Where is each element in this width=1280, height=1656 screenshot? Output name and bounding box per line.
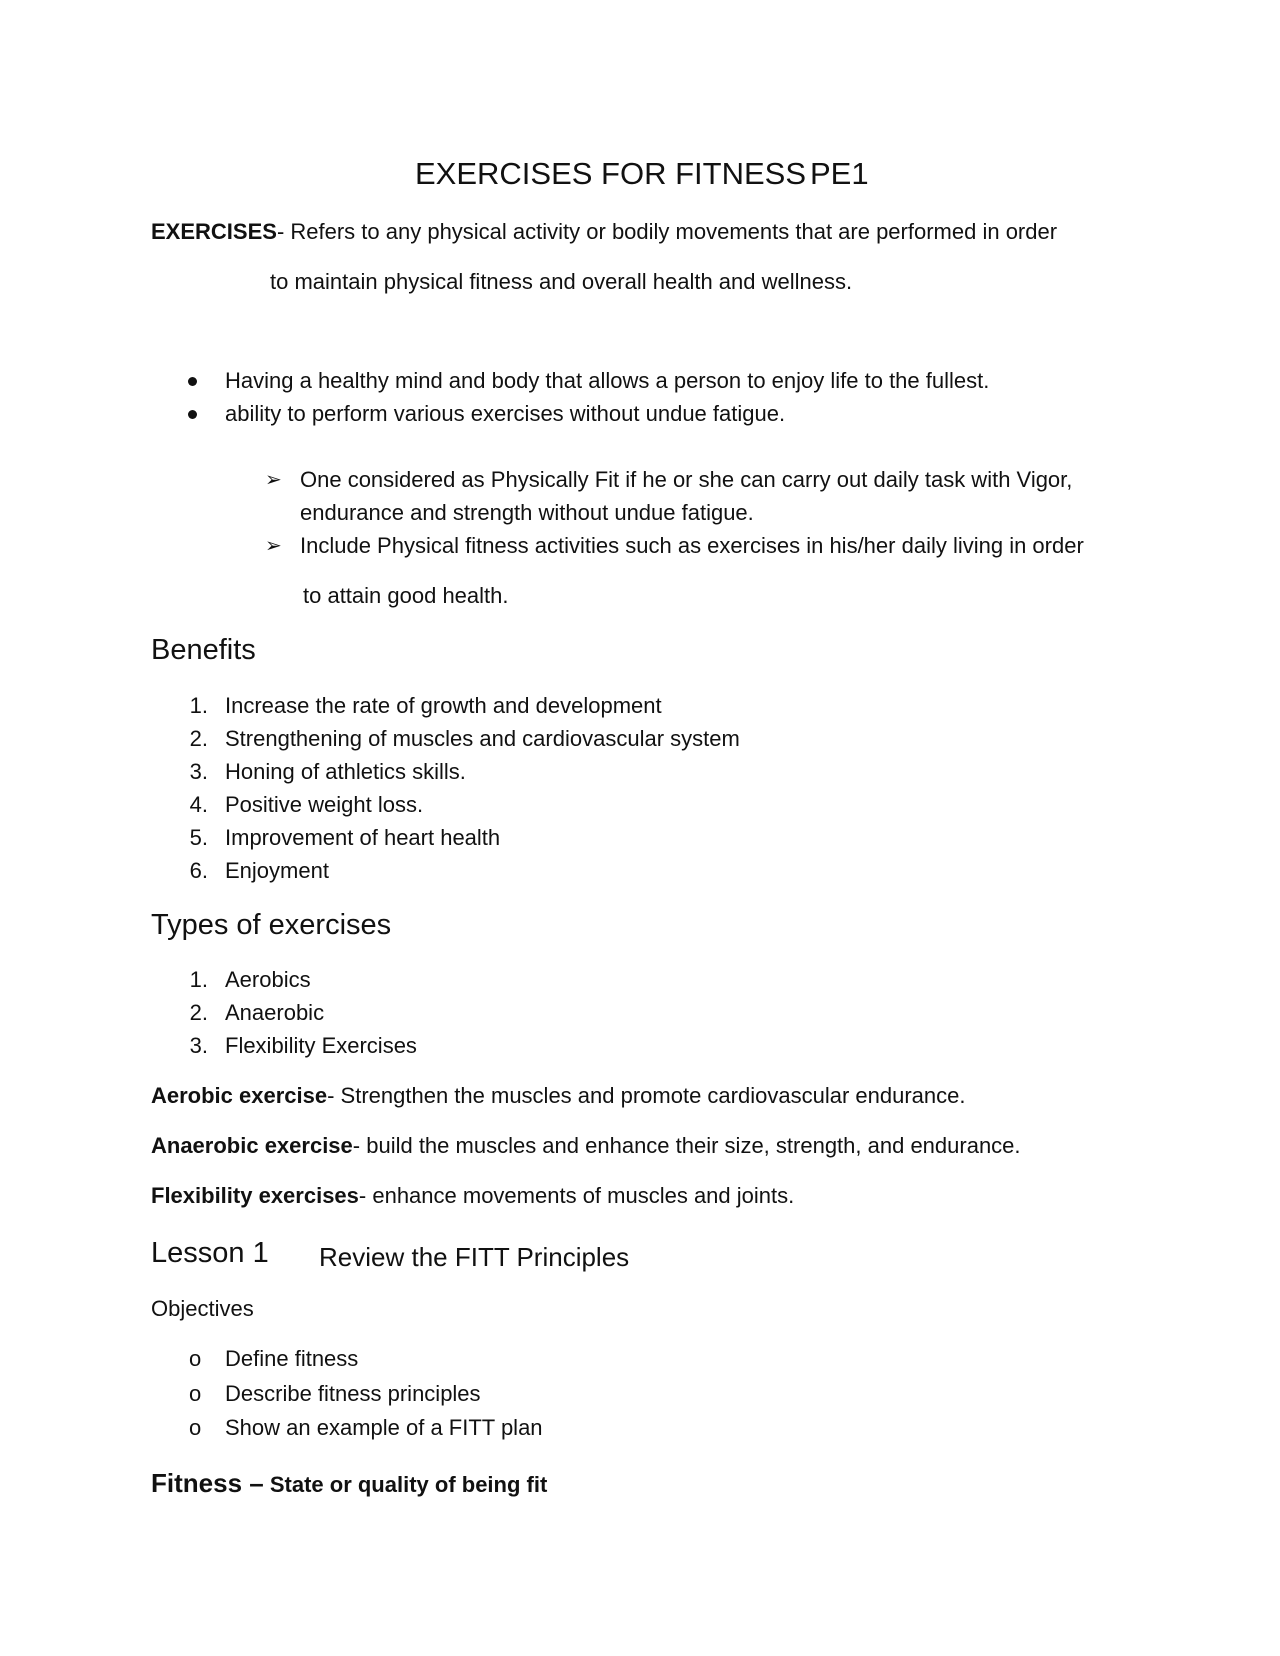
definition-text: - enhance movements of muscles and joints. — [358, 1183, 795, 1208]
types-heading: Types of exercises — [151, 909, 392, 941]
fitness-text: State or quality of being fit — [269, 1472, 548, 1497]
flexibility-definition — [151, 1182, 794, 1210]
type-item: Aerobics — [225, 967, 311, 992]
objective-item: Define fitness — [225, 1346, 359, 1371]
definition-text: - build the muscles and enhance their size, strength, and endurance. — [352, 1133, 1021, 1158]
arrow-item-1-line-2: endurance and strength without undue fatigue. — [300, 500, 754, 525]
arrow-item-1-line-1: One considered as Physically Fit if he or she can carry out daily task with Vigor, — [300, 467, 1073, 492]
definition-term: Anaerobic exercise — [151, 1133, 353, 1158]
definition-text: - Strengthen the muscles and promote cardiovascular endurance. — [327, 1083, 966, 1108]
bullet-dot-icon — [188, 410, 197, 419]
title-main: EXERCISES FOR FITNESS — [415, 156, 807, 191]
list-number: 3. — [189, 759, 208, 784]
fitness-term: Fitness – — [151, 1468, 264, 1498]
list-number: 2. — [189, 1000, 208, 1025]
benefit-item: Positive weight loss. — [225, 792, 424, 817]
lesson-label: Lesson 1 — [151, 1237, 269, 1269]
circle-bullet-icon: o — [189, 1346, 202, 1371]
list-number: 6. — [189, 858, 208, 883]
objective-item: Show an example of a FITT plan — [225, 1415, 543, 1440]
list-number: 3. — [189, 1033, 208, 1058]
type-item: Anaerobic — [225, 1000, 325, 1025]
arrow-item-2-line-1: Include Physical fitness activities such as exercises in his/her daily living in order — [300, 533, 1084, 558]
list-number: 1. — [189, 967, 208, 992]
objective-item: Describe fitness principles — [225, 1381, 481, 1406]
bullet-item: Having a healthy mind and body that allows a person to enjoy life to the fullest. — [225, 368, 990, 393]
bullet-item: ability to perform various exercises without undue fatigue. — [225, 401, 786, 426]
benefit-item: Enjoyment — [225, 858, 329, 883]
benefits-heading: Benefits — [151, 634, 256, 666]
aerobic-definition — [151, 1082, 965, 1110]
bullet-dot-icon — [188, 377, 197, 386]
anaerobic-definition — [151, 1132, 1021, 1160]
circle-bullet-icon: o — [189, 1415, 202, 1440]
list-number: 5. — [189, 825, 208, 850]
course-code: PE1 — [810, 156, 869, 191]
fitness-definition — [151, 1469, 547, 1499]
benefit-item: Honing of athletics skills. — [225, 759, 466, 784]
benefit-item: Increase the rate of growth and development — [225, 693, 662, 718]
definition-term: Aerobic exercise — [151, 1083, 328, 1108]
arrow-item-2-line-2: to attain good health. — [303, 583, 509, 608]
exercises-definition-text: - Refers to any physical activity or bodily movements that are performed in order — [276, 219, 1058, 244]
benefit-item: Improvement of heart health — [225, 825, 501, 850]
page-title — [415, 156, 806, 192]
list-number: 1. — [189, 693, 208, 718]
arrow-bullet-icon: ➢ — [265, 535, 282, 557]
benefit-item: Strengthening of muscles and cardiovascular system — [225, 726, 740, 751]
exercises-term: EXERCISES — [151, 219, 277, 244]
circle-bullet-icon: o — [189, 1381, 202, 1406]
exercises-definition-continued: to maintain physical fitness and overall health and wellness. — [270, 269, 853, 294]
definition-term: Flexibility exercises — [151, 1183, 359, 1208]
arrow-bullet-icon: ➢ — [265, 469, 282, 491]
lesson-title: Review the FITT Principles — [319, 1242, 630, 1272]
exercises-definition — [151, 218, 1057, 246]
objectives-heading: Objectives — [151, 1296, 254, 1321]
list-number: 2. — [189, 726, 208, 751]
list-number: 4. — [189, 792, 208, 817]
type-item: Flexibility Exercises — [225, 1033, 417, 1058]
